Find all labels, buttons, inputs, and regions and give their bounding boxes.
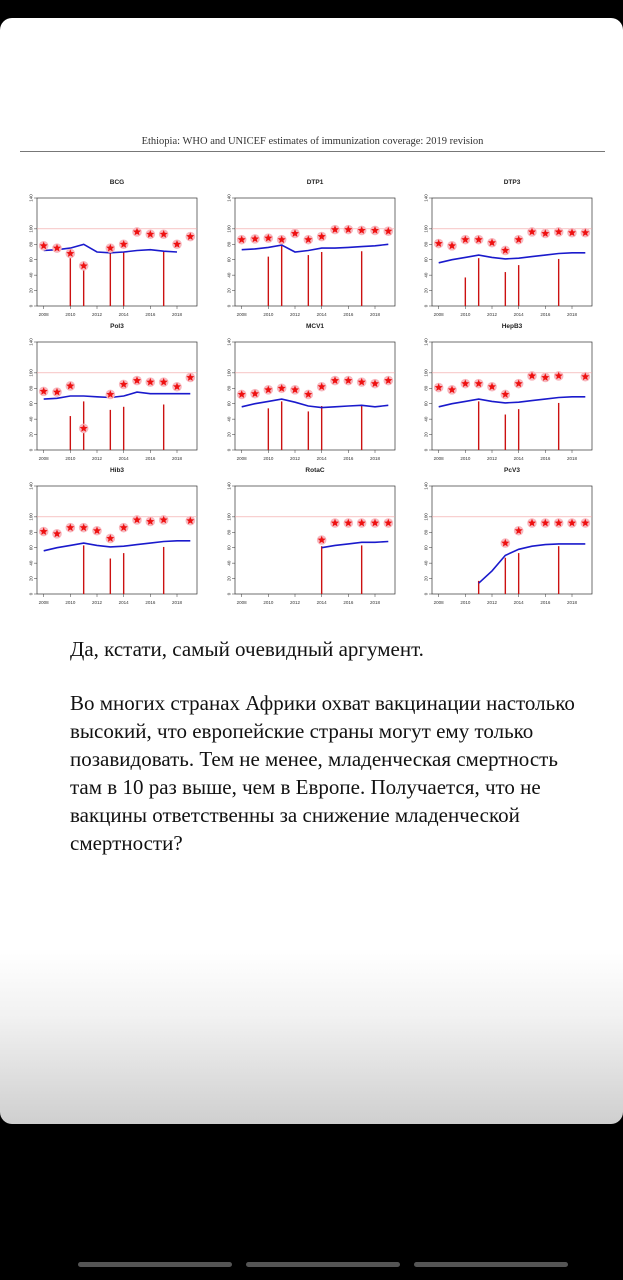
- plot-frame: [235, 486, 395, 594]
- y-tick-label: 60: [226, 545, 232, 551]
- x-tick-label: 2010: [263, 312, 274, 317]
- y-tick-label: 20: [423, 432, 429, 438]
- chart-panel: [227, 179, 396, 317]
- y-tick-label: 60: [423, 545, 429, 551]
- x-tick-label: 2018: [171, 312, 183, 317]
- x-tick-label: 2008: [433, 312, 444, 317]
- chart-title: PcV3: [504, 467, 520, 474]
- chart-title: DTP1: [306, 179, 324, 186]
- post-paragraph: Во многих странах Африки охват вакцинации настолько высокий, что европейские страны могут ему только позавидовать. Тем не менее, младенческая смертность там в 10 раз выше, чем в Европе. Получается, что не вакцины ответственны за снижение младенческой смертности?: [70, 691, 575, 855]
- x-tick-label: 2016: [343, 312, 354, 317]
- y-tick-label: 140: [28, 482, 34, 490]
- y-tick-label: 20: [28, 576, 34, 582]
- x-tick-label: 2010: [65, 600, 76, 605]
- y-tick-label: 20: [226, 576, 232, 582]
- post-paragraph: Да, кстати, самый очевидный аргумент.: [70, 637, 424, 661]
- x-tick-label: 2010: [263, 600, 274, 605]
- x-tick-label: 2010: [460, 456, 471, 461]
- x-tick-label: 2018: [171, 456, 183, 461]
- chart-panel: [424, 323, 593, 461]
- estimate-line: [242, 244, 389, 252]
- chart-panel: [29, 179, 198, 317]
- y-tick-label: 40: [423, 272, 429, 278]
- plot-frame: [432, 342, 592, 450]
- x-tick-label: 2008: [433, 600, 444, 605]
- plot-frame: [432, 486, 592, 594]
- x-tick-label: 2014: [513, 312, 524, 317]
- x-tick-label: 2012: [486, 600, 498, 605]
- y-tick-label: 20: [423, 288, 429, 294]
- story-progress-bar: [78, 1262, 568, 1268]
- y-tick-label: 40: [226, 416, 232, 422]
- x-tick-label: 2010: [263, 456, 274, 461]
- figure-title: Ethiopia: WHO and UNICEF estimates of immunization coverage: 2019 revision: [141, 136, 484, 147]
- x-tick-label: 2016: [145, 600, 156, 605]
- x-tick-label: 2014: [316, 312, 327, 317]
- immunization-charts-grid: [0, 18, 623, 618]
- y-tick-label: 40: [28, 272, 34, 278]
- x-tick-label: 2008: [236, 600, 247, 605]
- chart-title: BCG: [109, 179, 125, 186]
- y-tick-label: 80: [423, 241, 429, 247]
- chart-title: Hib3: [109, 467, 125, 474]
- y-tick-label: 20: [226, 432, 232, 438]
- estimate-line: [44, 392, 191, 399]
- story-progress-segment: [78, 1262, 232, 1267]
- y-tick-label: 20: [28, 432, 34, 438]
- y-tick-label: 40: [226, 560, 232, 566]
- x-tick-label: 2018: [566, 600, 578, 605]
- y-tick-label: 100: [28, 225, 34, 233]
- x-tick-label: 2018: [369, 600, 381, 605]
- estimate-line: [242, 399, 389, 408]
- x-tick-label: 2010: [65, 456, 76, 461]
- y-tick-label: 60: [28, 257, 34, 263]
- x-tick-label: 2012: [289, 312, 301, 317]
- y-tick-label: 0: [28, 448, 34, 452]
- x-tick-label: 2008: [38, 600, 49, 605]
- x-tick-label: 2016: [343, 600, 354, 605]
- y-tick-label: 80: [28, 241, 34, 247]
- x-tick-label: 2018: [369, 456, 381, 461]
- y-tick-label: 100: [423, 225, 429, 233]
- x-tick-label: 2018: [566, 312, 578, 317]
- y-tick-label: 100: [226, 513, 232, 521]
- y-tick-label: 0: [423, 448, 429, 452]
- story-progress-segment: [246, 1262, 400, 1267]
- y-tick-label: 140: [28, 338, 34, 346]
- post-text: [70, 635, 590, 883]
- x-tick-label: 2012: [486, 456, 498, 461]
- x-tick-label: 2016: [540, 600, 551, 605]
- x-tick-label: 2008: [433, 456, 444, 461]
- x-tick-label: 2012: [91, 600, 103, 605]
- y-tick-label: 20: [226, 288, 232, 294]
- estimate-line: [479, 544, 586, 583]
- x-tick-label: 2010: [460, 312, 471, 317]
- x-tick-label: 2012: [486, 312, 498, 317]
- y-tick-label: 80: [28, 529, 34, 535]
- x-tick-label: 2018: [369, 312, 381, 317]
- y-tick-label: 140: [226, 194, 232, 202]
- x-tick-label: 2014: [513, 456, 524, 461]
- x-tick-label: 2018: [171, 600, 183, 605]
- y-tick-label: 0: [28, 304, 34, 308]
- x-tick-label: 2014: [316, 600, 327, 605]
- y-tick-label: 80: [423, 529, 429, 535]
- chart-panel: [29, 467, 198, 605]
- y-tick-label: 100: [423, 513, 429, 521]
- y-tick-label: 40: [28, 560, 34, 566]
- x-tick-label: 2012: [289, 456, 301, 461]
- chart-panel: [424, 467, 593, 605]
- x-tick-label: 2012: [91, 456, 103, 461]
- y-tick-label: 80: [226, 385, 232, 391]
- y-tick-label: 80: [423, 385, 429, 391]
- y-tick-label: 140: [226, 338, 232, 346]
- estimate-line: [439, 253, 586, 263]
- x-tick-label: 2012: [91, 312, 103, 317]
- y-tick-label: 40: [423, 416, 429, 422]
- x-tick-label: 2014: [118, 600, 129, 605]
- plot-frame: [432, 198, 592, 306]
- y-tick-label: 60: [28, 545, 34, 551]
- y-tick-label: 0: [28, 592, 34, 596]
- x-tick-label: 2008: [236, 312, 247, 317]
- x-tick-label: 2008: [236, 456, 247, 461]
- y-tick-label: 40: [423, 560, 429, 566]
- plot-frame: [235, 198, 395, 306]
- y-tick-label: 60: [423, 401, 429, 407]
- y-tick-label: 0: [226, 304, 232, 308]
- x-tick-label: 2016: [540, 456, 551, 461]
- chart-title: RotaC: [305, 467, 325, 474]
- y-tick-label: 100: [423, 369, 429, 377]
- y-tick-label: 20: [28, 288, 34, 294]
- x-tick-label: 2010: [65, 312, 76, 317]
- y-tick-label: 0: [226, 592, 232, 596]
- y-tick-label: 40: [28, 416, 34, 422]
- y-tick-label: 140: [28, 194, 34, 202]
- plot-frame: [37, 486, 197, 594]
- x-tick-label: 2016: [145, 456, 156, 461]
- y-tick-label: 100: [226, 225, 232, 233]
- x-tick-label: 2018: [566, 456, 578, 461]
- estimate-line: [44, 541, 191, 551]
- estimate-line: [439, 397, 586, 407]
- x-tick-label: 2014: [316, 456, 327, 461]
- chart-panel: [227, 323, 396, 461]
- x-tick-label: 2014: [513, 600, 524, 605]
- x-tick-label: 2010: [460, 600, 471, 605]
- y-tick-label: 140: [226, 482, 232, 490]
- y-tick-label: 100: [226, 369, 232, 377]
- y-tick-label: 0: [423, 592, 429, 596]
- x-tick-label: 2008: [38, 456, 49, 461]
- x-tick-label: 2016: [145, 312, 156, 317]
- y-tick-label: 80: [28, 385, 34, 391]
- y-tick-label: 100: [28, 513, 34, 521]
- estimate-line: [322, 542, 389, 548]
- y-tick-label: 60: [226, 257, 232, 263]
- y-tick-label: 40: [226, 272, 232, 278]
- story-progress-segment: [414, 1262, 568, 1267]
- y-tick-label: 80: [226, 241, 232, 247]
- chart-title: DTP3: [503, 179, 521, 186]
- y-tick-label: 80: [226, 529, 232, 535]
- y-tick-label: 100: [28, 369, 34, 377]
- x-tick-label: 2014: [118, 312, 129, 317]
- chart-panel: [29, 323, 198, 461]
- x-tick-label: 2016: [540, 312, 551, 317]
- y-tick-label: 140: [423, 194, 429, 202]
- y-tick-label: 140: [423, 338, 429, 346]
- y-tick-label: 0: [226, 448, 232, 452]
- chart-title: Pol3: [110, 323, 124, 330]
- chart-title: HepB3: [501, 323, 523, 330]
- x-tick-label: 2016: [343, 456, 354, 461]
- chart-panel: [227, 467, 396, 605]
- x-tick-label: 2014: [118, 456, 129, 461]
- chart-panel: [424, 179, 593, 317]
- y-tick-label: 0: [423, 304, 429, 308]
- y-tick-label: 60: [226, 401, 232, 407]
- chart-title: MCV1: [305, 323, 325, 330]
- y-tick-label: 20: [423, 576, 429, 582]
- x-tick-label: 2008: [38, 312, 49, 317]
- x-tick-label: 2012: [289, 600, 301, 605]
- y-tick-label: 60: [423, 257, 429, 263]
- story-card: [0, 18, 623, 1124]
- y-tick-label: 140: [423, 482, 429, 490]
- y-tick-label: 60: [28, 401, 34, 407]
